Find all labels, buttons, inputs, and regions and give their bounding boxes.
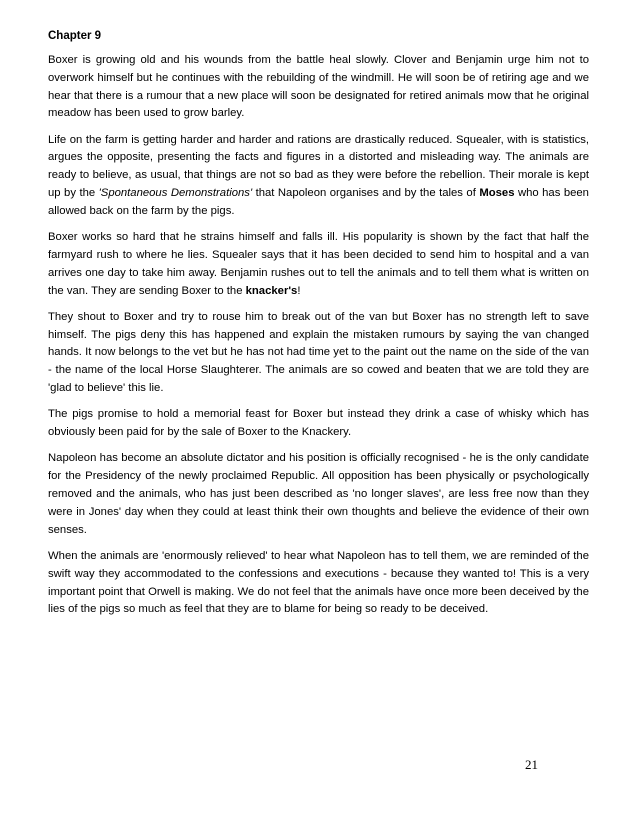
- chapter-heading: Chapter 9: [48, 30, 102, 42]
- paragraph-farm-life: [48, 132, 589, 221]
- paragraph-memorial-feast: The pigs promise to hold a memorial feast for Boxer but instead they drink a case of whisky which has obviously been paid for by the sale of Boxer to the Knackery.: [48, 408, 589, 439]
- italic-phrase: 'Spontaneous Demonstrations': [98, 187, 253, 200]
- document-page: [48, 28, 589, 628]
- paragraph-van: They shout to Boxer and try to rouse him to break out of the van but Boxer has no strength left to save himself. The pigs deny this has happened and explain the mistaken rumours by saying the van changed hands. It now belongs to the vet but he has not had time yet to the paint out the name on the side of the van - the name of the local Horse Slaughterer. The animals are so cowed and beaten that we are told they are 'glad to believe' this lie.: [48, 310, 589, 395]
- paragraph-text: !: [297, 284, 301, 297]
- paragraph-dictator: Napoleon has become an absolute dictator and his position is officially recognised - he is the only candidate for the Presidency of the newly proclaimed Republic. All opposition has been physically or psychologically removed and the animals, who has just been described as 'no longer slaves', are less free now than they were in Jones' day when they could at least think their own thoughts and believe the evidence of their own senses.: [48, 452, 589, 536]
- paragraph-text: Life on the farm is getting harder and harder and rations are drastically reduced. Squealer, with is statistics, argues the opposite, presenting the facts and figures in a distorted and misleading way. The animals are ready to believe, as usual, that things are not so bad as they were before the rebellion. Their morale is kept up by the: [48, 133, 589, 200]
- bold-name: Moses: [479, 187, 515, 200]
- paragraph-text: that Napoleon organises and by the tales of: [252, 187, 480, 200]
- paragraph-boxer-aging: Boxer is growing old and his wounds from the battle heal slowly. Clover and Benjamin urge him not to overwork himself but he continues with the rebuilding of the windmill. He will soon be of retiring age and we hear that there is a rumour that a new place will soon be designated for retired animals mow that he original meadow has been used to grow barley.: [48, 54, 589, 120]
- paragraph-boxer-ill: [48, 229, 589, 300]
- paragraph-relieved: When the animals are 'enormously relieved' to hear what Napoleon has to tell them, we are reminded of the swift way they accommodated to the confessions and executions - because they wanted to! This is a very important point that Orwell is making. We do not feel that the animals have once more been deceived by the lies of the pigs so much as feel that they are to blame for being so ready to be deceived.: [48, 549, 589, 616]
- paragraph-text: who has been allowed back on the farm by the pigs.: [48, 187, 589, 217]
- bold-word: knacker's: [245, 284, 298, 297]
- page-number: 21: [525, 757, 538, 772]
- paragraph-text: Boxer works so hard that he strains himself and falls ill. His popularity is shown by the fact that half the farmyard rush to where he lies. Squealer says that it has been decided to send him to hospital and a van arrives one day to take him away. Benjamin rushes out to tell the animals and to tell them what is written on the van. They are sending Boxer to the: [48, 231, 589, 297]
